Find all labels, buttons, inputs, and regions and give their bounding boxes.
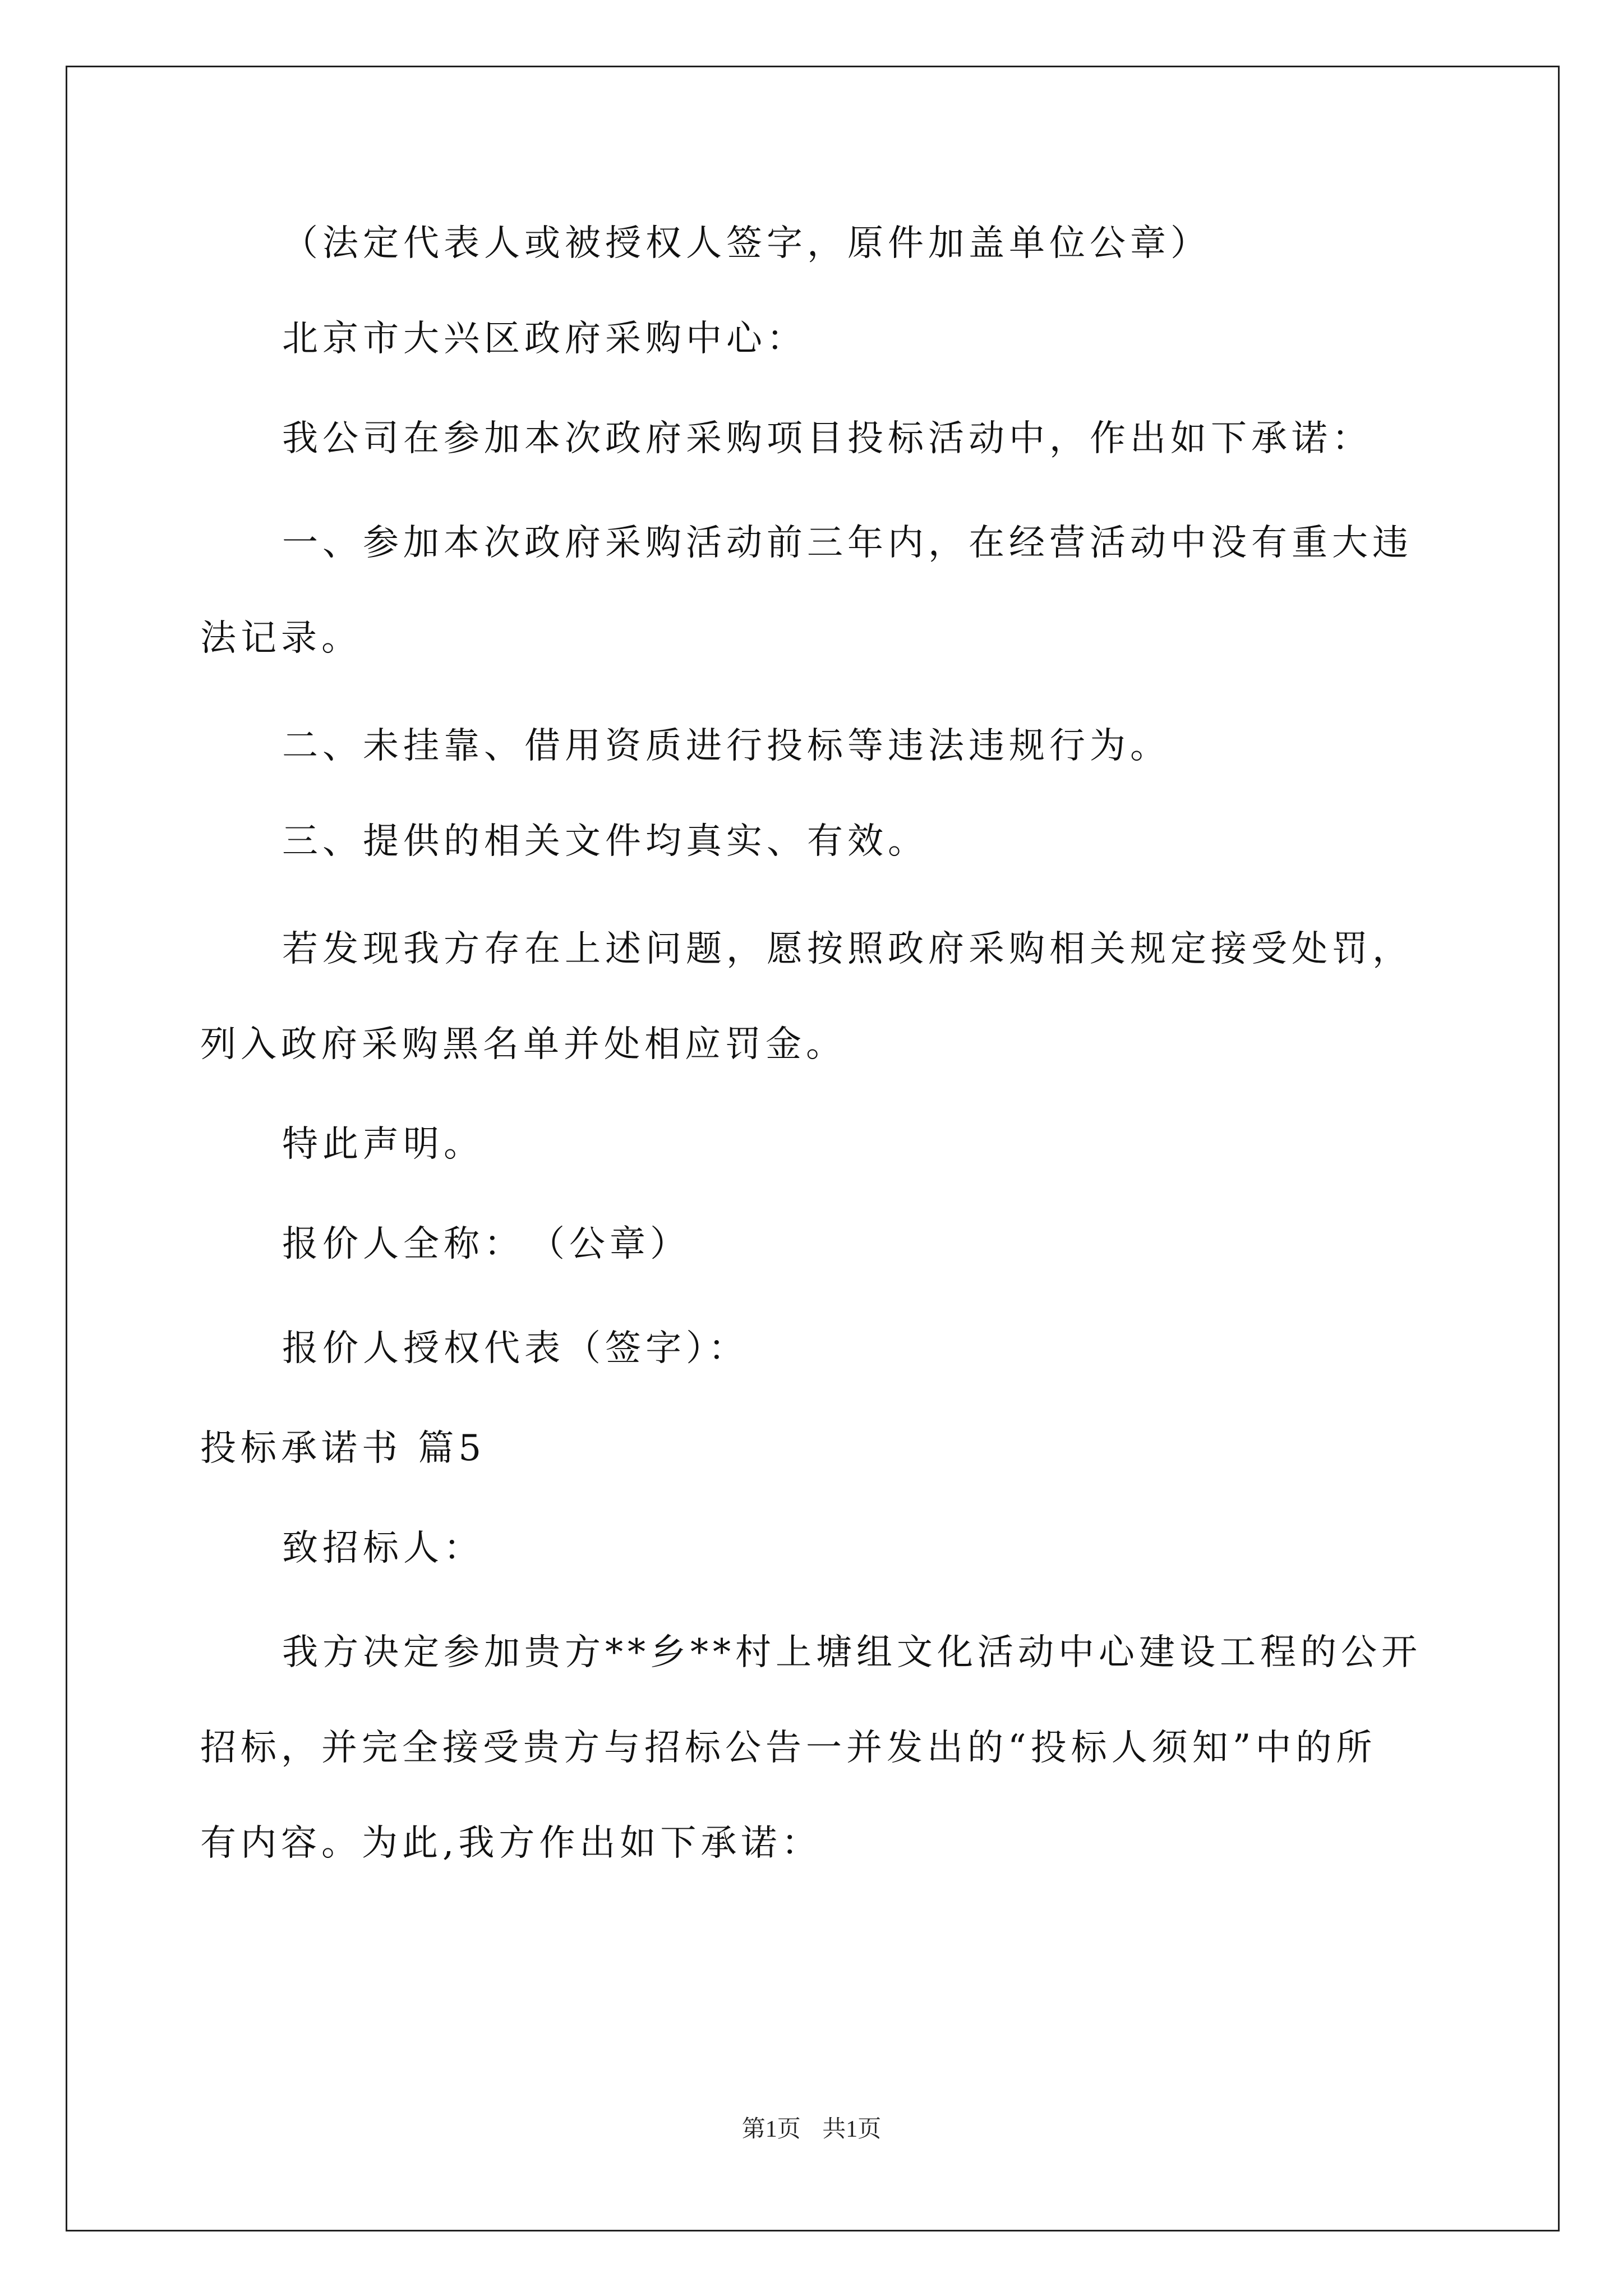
paragraph-line: 列入政府采购黑名单并处相应罚金。	[200, 1024, 846, 1065]
paragraph-line: 报价人授权代表（签字）：	[282, 1328, 749, 1369]
paragraph-line: 法记录。	[200, 618, 362, 659]
section-heading: 投标承诺书 篇5	[200, 1428, 486, 1469]
paragraph-line: 招标，并完全接受贵方与招标公告一并发出的“投标人须知”中的所	[200, 1727, 1377, 1769]
paragraph-line: 报价人全称： （公章）	[282, 1223, 690, 1265]
paragraph-line: （法定代表人或被授权人签字，原件加盖单位公章）	[282, 223, 1211, 264]
paragraph-line: 致招标人：	[282, 1527, 484, 1569]
paragraph-line: 二、未挂靠、借用资质进行投标等违法违规行为。	[282, 725, 1170, 767]
paragraph-line: 特此声明。	[282, 1124, 484, 1165]
paragraph-line: 我公司在参加本次政府采购项目投标活动中，作出如下承诺：	[282, 418, 1372, 459]
page-footer	[0, 2114, 1623, 2145]
page-number: 第1页	[741, 2116, 801, 2142]
paragraph-line: 北京市大兴区政府采购中心：	[282, 318, 807, 360]
page-total: 共1页	[822, 2116, 882, 2142]
paragraph-line: 一、参加本次政府采购活动前三年内，在经营活动中没有重大违	[282, 522, 1413, 564]
paragraph-line: 若发现我方存在上述问题，愿按照政府采购相关规定接受处罚，	[282, 928, 1413, 970]
paragraph-line: 有内容。为此,我方作出如下承诺：	[200, 1823, 822, 1864]
paragraph-line: 我方决定参加贵方**乡**村上塘组文化活动中心建设工程的公开	[282, 1632, 1422, 1673]
paragraph-line: 三、提供的相关文件均真实、有效。	[282, 821, 928, 862]
